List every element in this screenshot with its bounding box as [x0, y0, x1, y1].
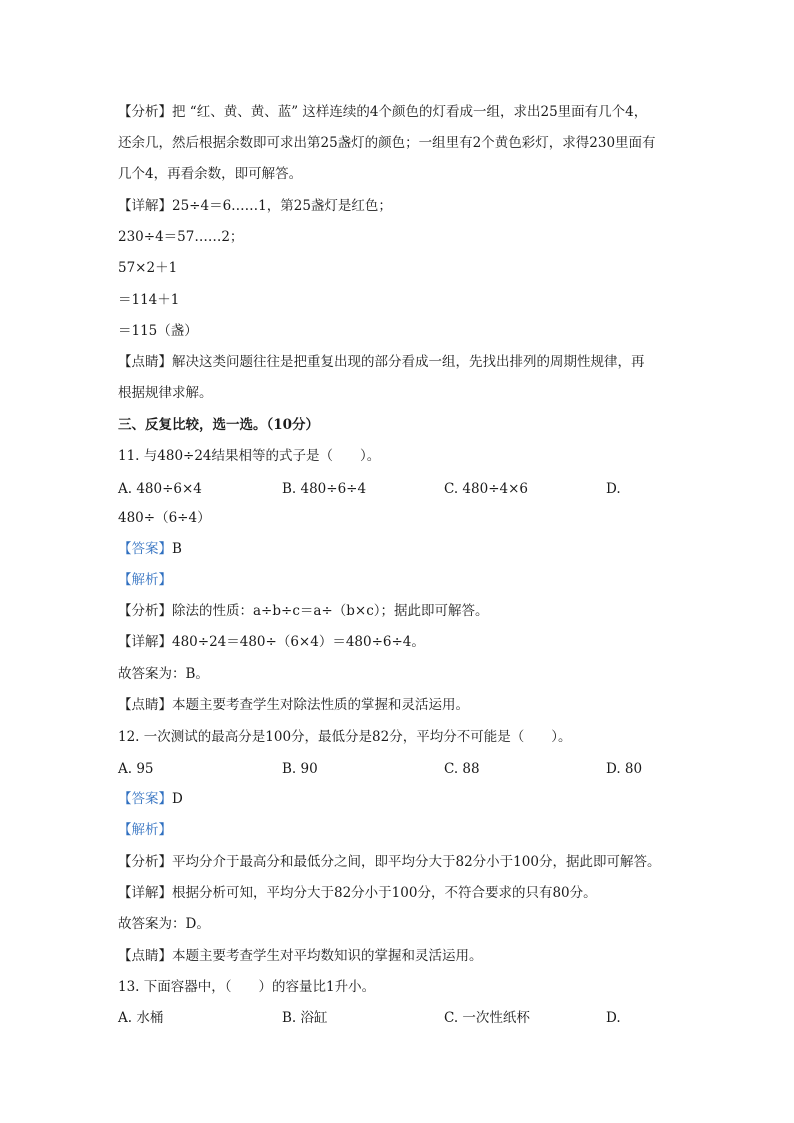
q11-option-b: B. 480÷6÷4	[282, 481, 367, 497]
fenxi-text: 平均分介于最高分和最低分之间，即平均分大于82分小于100分，据此即可解答。	[172, 854, 661, 870]
q12-stem: 12. 一次测试的最高分是100分，最低分是82分，平均分不可能是（ ）。	[118, 729, 572, 745]
fenxi-tag: 【分析】	[118, 104, 172, 120]
fenxi-text: 除法的性质：a÷b÷c＝a÷（b×c）；据此即可解答。	[172, 603, 489, 619]
dianjing-text: 本题主要考查学生对平均数知识的掌握和灵活运用。	[172, 948, 483, 964]
xiangjie-tag: 【详解】	[118, 198, 172, 214]
xiangjie-text: 25÷4＝6……1，第25盏灯是红色；	[172, 198, 392, 214]
answer-value: D	[172, 791, 183, 807]
fenxi-tag: 【分析】	[118, 854, 172, 870]
q12-option-b: B. 90	[282, 761, 318, 777]
q11-xiangjie-line	[118, 632, 425, 652]
q11-fenxi-line	[118, 601, 489, 621]
q12-option-a: A. 95	[118, 761, 154, 777]
q11-dianjing-line	[118, 695, 469, 715]
q11-jiexi-tag: 【解析】	[118, 572, 172, 588]
xiangjie-tag: 【详解】	[118, 885, 172, 901]
xiangjie-text: 480÷24＝480÷（6×4）＝480÷6÷4。	[172, 634, 425, 650]
xiangjie-tag: 【详解】	[118, 634, 172, 650]
analysis-line-3: 几个4，再看余数，即可解答。	[118, 166, 303, 182]
q12-xiangjie-line	[118, 883, 597, 903]
dianjing-tag: 【点睛】	[118, 948, 172, 964]
q13-option-a: A. 水桶	[118, 1010, 164, 1026]
q11-conclusion: 故答案为：B。	[118, 666, 209, 682]
dianjing-line-1	[118, 352, 645, 372]
dianjing-text: 解决这类问题往往是把重复出现的部分看成一组，先找出排列的周期性规律，再	[172, 354, 645, 370]
xiangjie-line	[118, 196, 392, 216]
answer-value: B	[172, 541, 182, 557]
q13-option-c: C. 一次性纸杯	[444, 1010, 530, 1026]
answer-tag: 【答案】	[118, 791, 172, 807]
q12-answer-line	[118, 789, 183, 809]
calc-line-2: 57×2＋1	[118, 260, 178, 276]
q11-option-d: D.	[606, 481, 621, 497]
q12-dianjing-line	[118, 946, 483, 966]
dianjing-line-2: 根据规律求解。	[118, 385, 213, 401]
q11-option-d-content: 480÷（6÷4）	[118, 510, 211, 526]
calc-line-4: ＝115（盏）	[118, 323, 198, 339]
fenxi-tag: 【分析】	[118, 603, 172, 619]
dianjing-text: 本题主要考查学生对除法性质的掌握和灵活运用。	[172, 697, 469, 713]
dianjing-tag: 【点睛】	[118, 354, 172, 370]
analysis-line-1	[118, 102, 647, 122]
q11-stem: 11. 与480÷24结果相等的式子是（ ）。	[118, 448, 381, 464]
q13-option-d: D.	[606, 1010, 621, 1026]
section-heading: 三、反复比较，选一选。（10分）	[118, 417, 320, 433]
q12-option-d: D. 80	[606, 761, 643, 777]
answer-tag: 【答案】	[118, 541, 172, 557]
q12-jiexi-tag: 【解析】	[118, 822, 172, 838]
q11-option-c: C. 480÷4×6	[444, 481, 528, 497]
q12-fenxi-line	[118, 852, 660, 872]
calc-line-3: ＝114＋1	[118, 292, 180, 308]
xiangjie-text: 根据分析可知，平均分大于82分小于100分，不符合要求的只有80分。	[172, 885, 597, 901]
calc-line-1: 230÷4＝57……2；	[118, 229, 244, 245]
fenxi-text: 把 “红、黄、黄、蓝” 这样连续的4个颜色的灯看成一组，求出25里面有几个4，	[172, 104, 648, 120]
q12-option-c: C. 88	[444, 761, 480, 777]
dianjing-tag: 【点睛】	[118, 697, 172, 713]
q13-stem: 13. 下面容器中，（ ）的容量比1升小。	[118, 979, 376, 995]
q11-option-a: A. 480÷6×4	[118, 481, 202, 497]
q13-option-b: B. 浴缸	[282, 1010, 328, 1026]
analysis-line-2: 还余几，然后根据余数即可求出第25盏灯的颜色；一组里有2个黄色彩灯，求得230里面有	[118, 135, 656, 151]
q12-conclusion: 故答案为：D。	[118, 916, 210, 932]
q11-answer-line	[118, 539, 182, 559]
